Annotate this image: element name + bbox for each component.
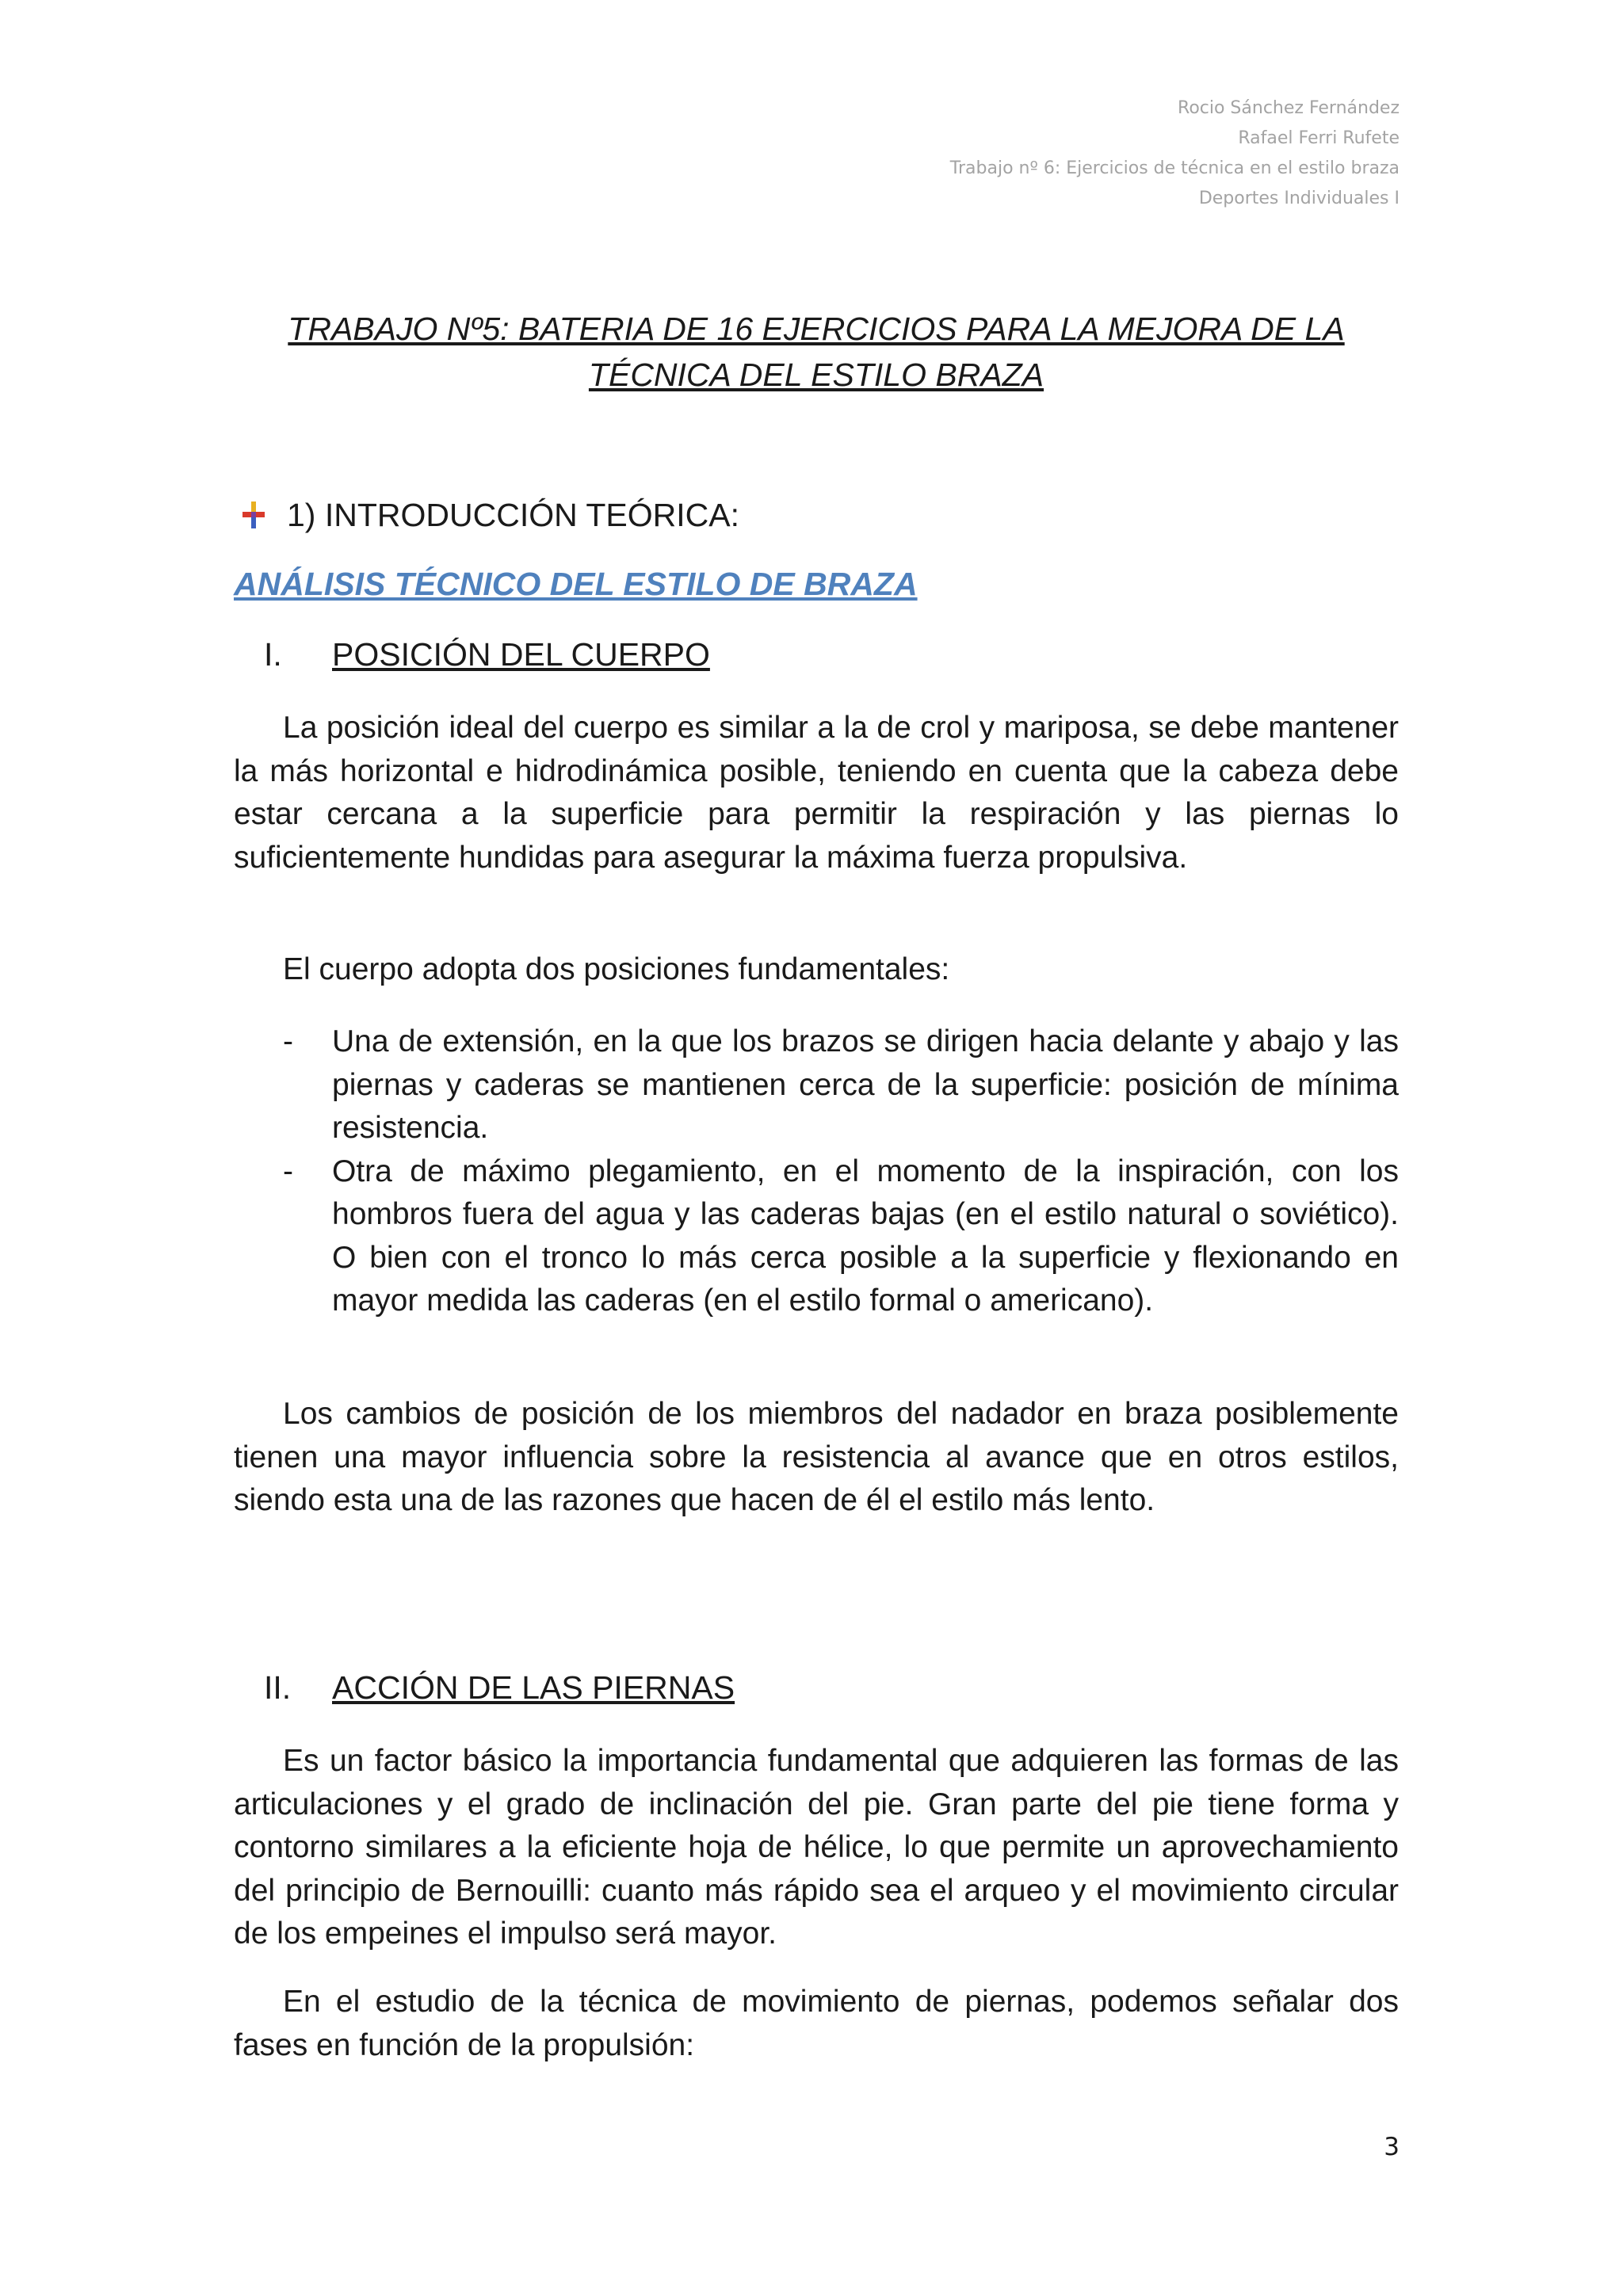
section-2-paragraph-1: Es un factor básico la importancia fundamental que adquieren las formas de las articulaciones y el grado de inclinación del pie. Gran parte del pie tiene forma y contorno similares a la eficiente hoja de hélice, lo que permite un aprovechamiento del principio de Bernouilli: cuanto más rápido sea el arqueo y el movimiento circular de los empeines el impulso será mayor. bbox=[234, 1744, 1399, 1951]
list-item-text: Una de extensión, en la que los brazos se dirigen hacia delante y abajo y las piernas y caderas se mantienen cerca de la superficie: posición de mínima resistencia. bbox=[332, 1024, 1399, 1145]
section-1-paragraph-1: La posición ideal del cuerpo es similar a la de crol y mariposa, se debe mantener la más horizontal e hidrodinámica posible, teniendo en cuenta que la cabeza debe estar cercana a la superficie para permitir la respiración y las piernas lo suficientemente hundidas para asegurar la máxima fuerza propulsiva. bbox=[234, 711, 1399, 875]
intro-heading-text: 1) INTRODUCCIÓN TEÓRICA: bbox=[287, 497, 739, 533]
section-1-paragraph-3: Los cambios de posición de los miembros del nadador en braza posiblemente tienen una mayor influencia sobre la resistencia al avance que en otros estilos, siendo esta una de las razones que hacen de él el estilo más lento. bbox=[234, 1397, 1399, 1517]
analysis-heading: ANÁLISIS TÉCNICO DEL ESTILO DE BRAZA bbox=[234, 566, 918, 602]
list-item-text: Otra de máximo plegamiento, en el momento de la inspiración, con los hombros fuera del agua y las caderas bajas (en el estilo natural o soviético). O bien con el tronco lo más cerca posible a la superficie y flexionando en mayor medida las caderas (en el estilo formal o americano). bbox=[332, 1154, 1399, 1318]
section-2-number: II. bbox=[264, 1669, 292, 1706]
header-author-2: Rafael Ferri Rufete bbox=[1238, 128, 1400, 148]
list-dash: - bbox=[283, 1154, 293, 1188]
title-line-1: TRABAJO Nº5: BATERIA DE 16 EJERCICIOS PARA LA MEJORA DE LA bbox=[288, 311, 1345, 347]
section-2-title: ACCIÓN DE LAS PIERNAS bbox=[332, 1669, 735, 1706]
document-title bbox=[234, 306, 1399, 398]
running-header bbox=[950, 93, 1400, 214]
header-course: Deportes Individuales I bbox=[1198, 189, 1400, 208]
section-1-paragraph-2: El cuerpo adopta dos posiciones fundamentales: bbox=[283, 952, 950, 986]
body-positions-list bbox=[234, 1020, 1399, 1323]
header-assignment: Trabajo nº 6: Ejercicios de técnica en el estilo braza bbox=[949, 158, 1400, 178]
section-1-number: I. bbox=[264, 636, 282, 673]
header-author-1: Rocio Sánchez Fernández bbox=[1178, 98, 1400, 118]
bullet-diamond-icon bbox=[242, 502, 265, 528]
list-dash: - bbox=[283, 1024, 293, 1058]
list-item bbox=[234, 1150, 1399, 1323]
section-1-title: POSICIÓN DEL CUERPO bbox=[332, 636, 710, 673]
intro-heading bbox=[287, 492, 739, 538]
section-2-paragraph-2: En el estudio de la técnica de movimiento de piernas, podemos señalar dos fases en función de la propulsión: bbox=[234, 1985, 1399, 2062]
title-line-2: TÉCNICA DEL ESTILO BRAZA bbox=[588, 357, 1044, 393]
page-number: 3 bbox=[1384, 2133, 1400, 2161]
list-item bbox=[234, 1020, 1399, 1150]
